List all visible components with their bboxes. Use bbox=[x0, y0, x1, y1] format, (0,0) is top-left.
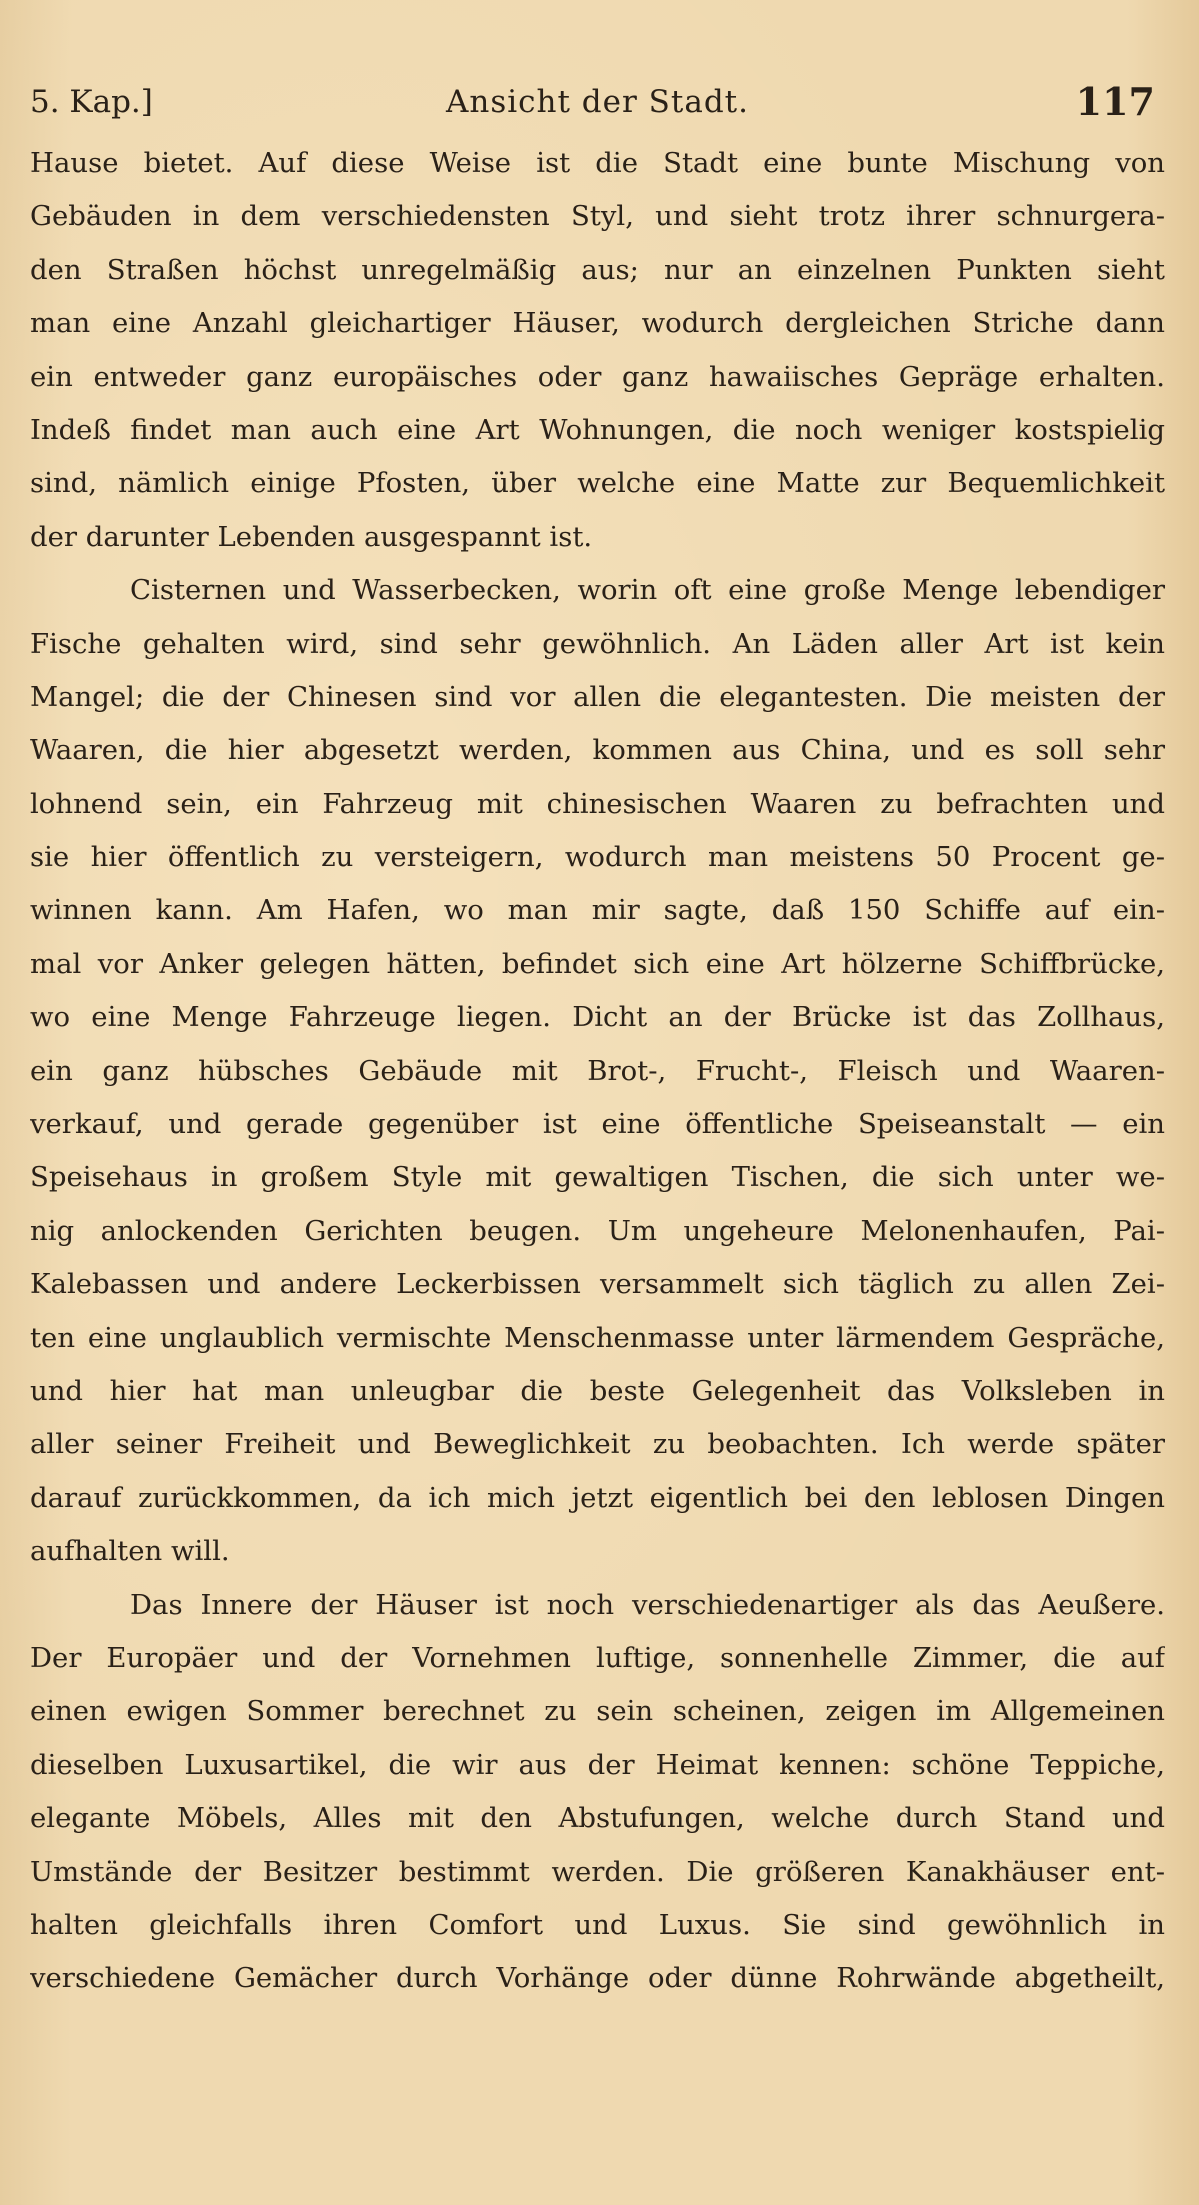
text-line: winnen kann. Am Hafen, wo man mir sagte, daß 150 Schiffe auf ein- bbox=[30, 894, 1165, 927]
body-text bbox=[30, 137, 1165, 2006]
text-line: Speisehaus in großem Style mit gewaltigen Tischen, die sich unter we- bbox=[30, 1161, 1165, 1194]
text-line: verkauf, und gerade gegenüber ist eine öffentliche Speiseanstalt — ein bbox=[30, 1108, 1165, 1141]
text-line: Kalebassen und andere Leckerbissen versammelt sich täglich zu allen Zei- bbox=[30, 1268, 1165, 1301]
text-line: verschiedene Gemächer durch Vorhänge oder dünne Rohrwände abgetheilt, bbox=[30, 1962, 1165, 1995]
text-line: einen ewigen Sommer berechnet zu sein scheinen, zeigen im Allgemeinen bbox=[30, 1695, 1165, 1728]
text-line: ein entweder ganz europäisches oder ganz hawaiisches Gepräge erhalten. bbox=[30, 360, 1165, 393]
text-line: Fische gehalten wird, sind sehr gewöhnlich. An Läden aller Art ist kein bbox=[30, 627, 1165, 660]
page-number: 117 bbox=[1075, 79, 1155, 124]
text-line: ten eine unglaublich vermischte Menschenmasse unter lärmendem Gespräche, bbox=[30, 1321, 1165, 1354]
text-line: mal vor Anker gelegen hätten, befindet sich eine Art hölzerne Schiffbrücke, bbox=[30, 947, 1165, 980]
text-line: Waaren, die hier abgesetzt werden, kommen aus China, und es soll sehr bbox=[30, 734, 1165, 767]
text-line: elegante Möbels, Alles mit den Abstufungen, welche durch Stand und bbox=[30, 1802, 1165, 1835]
text-line: dieselben Luxusartikel, die wir aus der Heimat kennen: schöne Teppiche, bbox=[30, 1748, 1165, 1781]
page-header bbox=[30, 74, 1165, 130]
text-line: ein ganz hübsches Gebäude mit Brot-, Frucht-, Fleisch und Waaren- bbox=[30, 1054, 1165, 1087]
text-line: man eine Anzahl gleichartiger Häuser, wodurch dergleichen Striche dann bbox=[30, 307, 1165, 340]
text-line: Umstände der Besitzer bestimmt werden. Die größeren Kanakhäuser ent- bbox=[30, 1855, 1165, 1888]
text-line: lohnend sein, ein Fahrzeug mit chinesischen Waaren zu befrachten und bbox=[30, 787, 1165, 820]
text-line: Der Europäer und der Vornehmen luftige, sonnenhelle Zimmer, die auf bbox=[30, 1641, 1165, 1674]
text-line: sind, nämlich einige Pfosten, über welche eine Matte zur Bequemlichkeit bbox=[30, 467, 1165, 500]
text-line: Indeß findet man auch eine Art Wohnungen, die noch weniger kostspielig bbox=[30, 413, 1165, 446]
text-line: Das Innere der Häuser ist noch verschiedenartiger als das Aeußere. bbox=[130, 1588, 1165, 1621]
text-line: Gebäuden in dem verschiedensten Styl, und sieht trotz ihrer schnurgera- bbox=[30, 200, 1165, 233]
text-line: Mangel; die der Chinesen sind vor allen die elegantesten. Die meisten der bbox=[30, 680, 1165, 713]
chapter-reference: 5. Kap.] bbox=[30, 84, 153, 120]
text-line: Hause bietet. Auf diese Weise ist die Stadt eine bunte Mischung von bbox=[30, 147, 1165, 179]
text-line: darauf zurückkommen, da ich mich jetzt eigentlich bei den leblosen Dingen bbox=[30, 1481, 1165, 1514]
text-line: aller seiner Freiheit und Beweglichkeit zu beobachten. Ich werde später bbox=[30, 1428, 1165, 1461]
running-title: Ansicht der Stadt. bbox=[445, 84, 749, 120]
text-line: sie hier öffentlich zu versteigern, wodurch man meistens 50 Procent ge- bbox=[30, 841, 1165, 874]
text-line: Cisternen und Wasserbecken, worin oft eine große Menge lebendiger bbox=[130, 574, 1165, 607]
text-line: und hier hat man unleugbar die beste Gelegenheit das Volksleben in bbox=[30, 1374, 1165, 1407]
text-line: aufhalten will. bbox=[30, 1535, 230, 1568]
text-line: wo eine Menge Fahrzeuge liegen. Dicht an der Brücke ist das Zollhaus, bbox=[30, 1001, 1165, 1034]
text-line: halten gleichfalls ihren Comfort und Luxus. Sie sind gewöhnlich in bbox=[30, 1908, 1165, 1941]
text-line: der darunter Lebenden ausgespannt ist. bbox=[30, 520, 593, 553]
text-line: den Straßen höchst unregelmäßig aus; nur an einzelnen Punkten sieht bbox=[30, 253, 1165, 286]
text-line: nig anlockenden Gerichten beugen. Um ungeheure Melonenhaufen, Pai- bbox=[30, 1214, 1165, 1247]
